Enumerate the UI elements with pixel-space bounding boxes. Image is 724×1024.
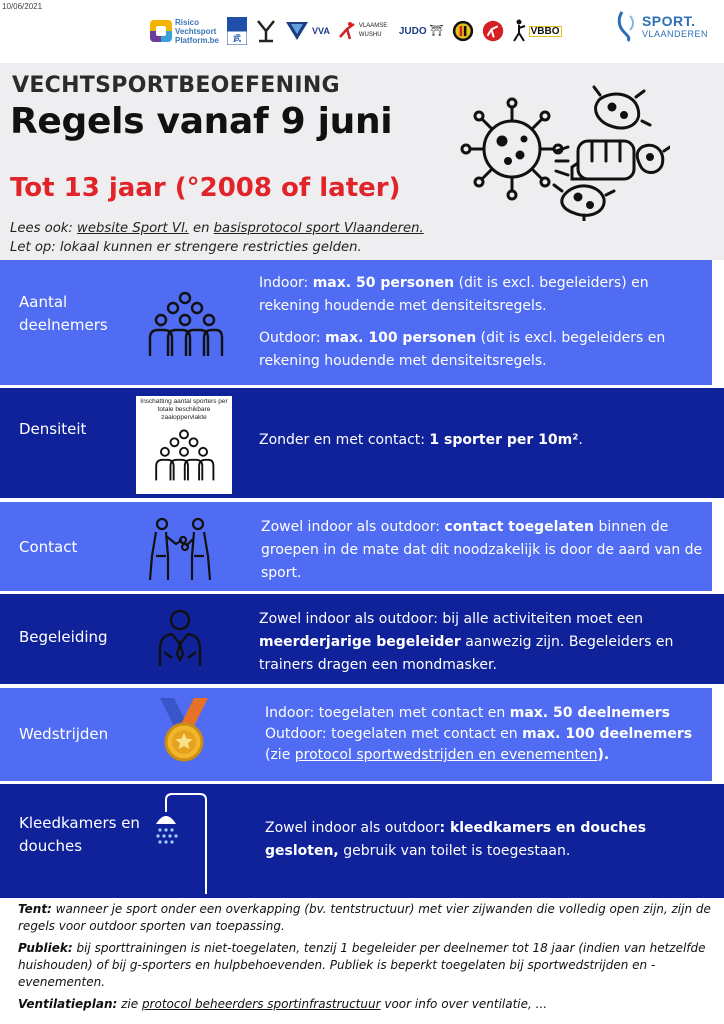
virus-fist-illustration-icon xyxy=(450,81,670,221)
row-contact xyxy=(0,502,712,591)
rvp-line-2: Vechtsport xyxy=(175,26,217,36)
judo-label: JUDO xyxy=(398,25,427,37)
ventilation-label: Ventilatieplan: xyxy=(18,997,118,1011)
shower-icon xyxy=(152,790,210,894)
footer-notes xyxy=(18,901,718,1018)
vbbo-label: VBBO xyxy=(530,25,560,37)
sport-vl-bottom: VLAANDEREN xyxy=(641,28,708,39)
local-restrictions-note: Let op: lokaal kunnen er strengere restricties gelden. xyxy=(10,240,362,255)
footer-public xyxy=(18,940,718,991)
density-people-icon xyxy=(153,426,215,484)
row-guidance xyxy=(0,594,724,684)
judo-mark-icon: ⛩ xyxy=(429,24,444,37)
competitions-label: Wedstrijden xyxy=(19,725,109,743)
rvp-line-3: Platform.be xyxy=(175,35,220,45)
sparring-icon xyxy=(146,516,216,582)
density-suffix: . xyxy=(578,432,583,448)
guidance-rule: meerderjarige begeleider xyxy=(259,634,461,650)
read-mid: en xyxy=(188,221,214,236)
wushu-label: VLAAMSE WUSHU xyxy=(358,23,388,38)
row-competitions xyxy=(0,688,712,781)
partner-logos xyxy=(150,10,560,52)
tent-label: Tent: xyxy=(18,902,52,916)
header-panel xyxy=(0,63,724,260)
row-participants-label xyxy=(19,291,108,337)
ventilation-post: voor info over ventilatie, ... xyxy=(380,997,548,1011)
page-title: Regels vanaf 9 juni xyxy=(10,101,393,142)
lockers-prefix: Zowel indoor als outdoor xyxy=(265,820,440,836)
age-group-heading: Tot 13 jaar (°2008 of later) xyxy=(10,173,401,203)
read-prefix: Lees ook: xyxy=(10,221,78,236)
kickboxer-icon xyxy=(512,19,526,43)
row-density xyxy=(0,388,724,498)
contact-label: Contact xyxy=(19,538,78,556)
guidance-rest: aanwezig zijn. Begeleiders en trainers dragen een mondmasker. xyxy=(259,634,674,673)
competitions-ref-prefix: (zie xyxy=(265,747,295,763)
group-people-icon xyxy=(146,290,224,358)
contact-desc xyxy=(261,516,721,585)
participants-outdoor-rest: (dit is excl. begeleiders en rekening houdende met densiteitsregels. xyxy=(259,330,666,369)
guidance-label: Begeleiding xyxy=(19,628,108,646)
lockers-label-line-1: Kleedkamers en xyxy=(19,814,140,832)
density-desc xyxy=(259,429,583,452)
contact-prefix: Zowel indoor als outdoor: xyxy=(261,519,445,535)
sport-vlaanderen-mark-icon xyxy=(616,10,638,42)
page-kicker: VECHTSPORTBEOEFENING xyxy=(12,73,340,98)
density-rule: 1 sporter per 10m² xyxy=(429,432,579,448)
guidance-prefix: Zowel indoor als outdoor: bij alle activiteiten moet een xyxy=(259,611,644,627)
lockers-rule: : kleedkamers en douches gesloten, xyxy=(265,820,647,859)
density-card-caption: Inschatting aantal sporters per totale beschikbare zaaloppervlakte xyxy=(140,398,228,421)
vbbo-logo xyxy=(512,19,562,43)
medal-icon xyxy=(154,696,214,762)
basisprotocol-link[interactable]: basisprotocol sport Vlaanderen. xyxy=(213,221,424,236)
competitions-indoor-max: max. 50 deelnemers xyxy=(509,705,670,721)
taekwondo-logo-icon xyxy=(227,16,247,46)
vva-mark-icon xyxy=(285,20,309,42)
competitions-desc xyxy=(265,703,705,766)
rvp-logo[interactable] xyxy=(150,18,219,45)
competitions-ref-suffix: ). xyxy=(597,747,610,763)
wushu-logo xyxy=(338,21,391,41)
protocol-competitions-link[interactable]: protocol sportwedstrijden en evenementen xyxy=(294,747,598,763)
coach-icon xyxy=(150,608,210,668)
boxing-shield-icon xyxy=(452,16,474,46)
row-participants xyxy=(0,260,712,385)
guidance-desc xyxy=(259,608,699,677)
participants-indoor-rest: (dit is excl. begeleiders) en rekening houdende met densiteitsregels. xyxy=(259,275,649,314)
lockers-desc xyxy=(265,817,685,863)
participants-label-line-2: deelnemers xyxy=(19,316,108,334)
density-prefix: Zonder en met contact: xyxy=(259,432,430,448)
ventilation-pre: zie xyxy=(117,997,142,1011)
website-sport-vl-link[interactable]: website Sport Vl. xyxy=(77,221,189,236)
wushu-figure-icon xyxy=(338,21,356,41)
tent-text: wanneer je sport onder een overkapping (bv. tentstructuur) met vier zijwanden die volledig open zijn, zijn de regels voor outdoor sporten van toepassing. xyxy=(18,902,711,933)
rvp-mark-icon xyxy=(150,20,172,42)
vva-logo xyxy=(285,20,330,42)
public-label: Publiek: xyxy=(18,941,73,955)
vva-label: VVA xyxy=(312,25,330,36)
participants-desc xyxy=(259,272,699,373)
lockers-rest: gebruik van toilet is toegestaan. xyxy=(338,843,571,859)
lockers-label-line-2: douches xyxy=(19,837,83,855)
participants-label-line-1: Aantal xyxy=(19,293,68,311)
fighter-logo-icon xyxy=(482,16,504,46)
density-label: Densiteit xyxy=(19,420,87,438)
row-lockers xyxy=(0,784,724,898)
participants-indoor-prefix: Indoor: xyxy=(259,275,313,291)
contact-rule: contact toegelaten xyxy=(444,519,595,535)
footer-ventilation xyxy=(18,996,718,1013)
competitions-outdoor-prefix: Outdoor: toegelaten met contact en xyxy=(265,726,523,742)
date-stamp: 10/06/2021 xyxy=(2,2,43,11)
footer-tent xyxy=(18,901,718,935)
sport-vl-top: SPORT. xyxy=(641,12,696,29)
protocol-infrastructure-link[interactable]: protocol beheerders sportinfrastructuur xyxy=(141,997,381,1011)
contact-rest: binnen de groepen in de mate dat dit noodzakelijk is door de aard van de sport. xyxy=(261,519,703,581)
judo-logo xyxy=(398,24,444,37)
density-card xyxy=(136,396,232,494)
participants-indoor-max: max. 50 personen xyxy=(312,275,455,291)
sport-vlaanderen-logo[interactable] xyxy=(616,10,708,42)
participants-outdoor-prefix: Outdoor: xyxy=(259,330,326,346)
rvp-line-1: Risico xyxy=(175,17,200,27)
lockers-label xyxy=(19,812,140,858)
competitions-indoor-prefix: Indoor: toegelaten met contact en xyxy=(265,705,510,721)
public-text: bij sporttrainingen is niet-toegelaten, tenzij 1 begeleider per deelnemer tot 18 jaar (indien van hetzelfde huishouden) of bij g-sporters en hulpbehoevenden. Publiek is beperkt toegelaten bij sportwedstrijden en -evenementen. xyxy=(18,941,706,989)
read-more-block xyxy=(10,219,424,257)
participants-outdoor-max: max. 100 personen xyxy=(325,330,477,346)
svg-text:武: 武 xyxy=(233,34,242,43)
competitions-outdoor-max: max. 100 deelnemers xyxy=(522,726,693,742)
karate-logo-icon xyxy=(255,16,277,46)
